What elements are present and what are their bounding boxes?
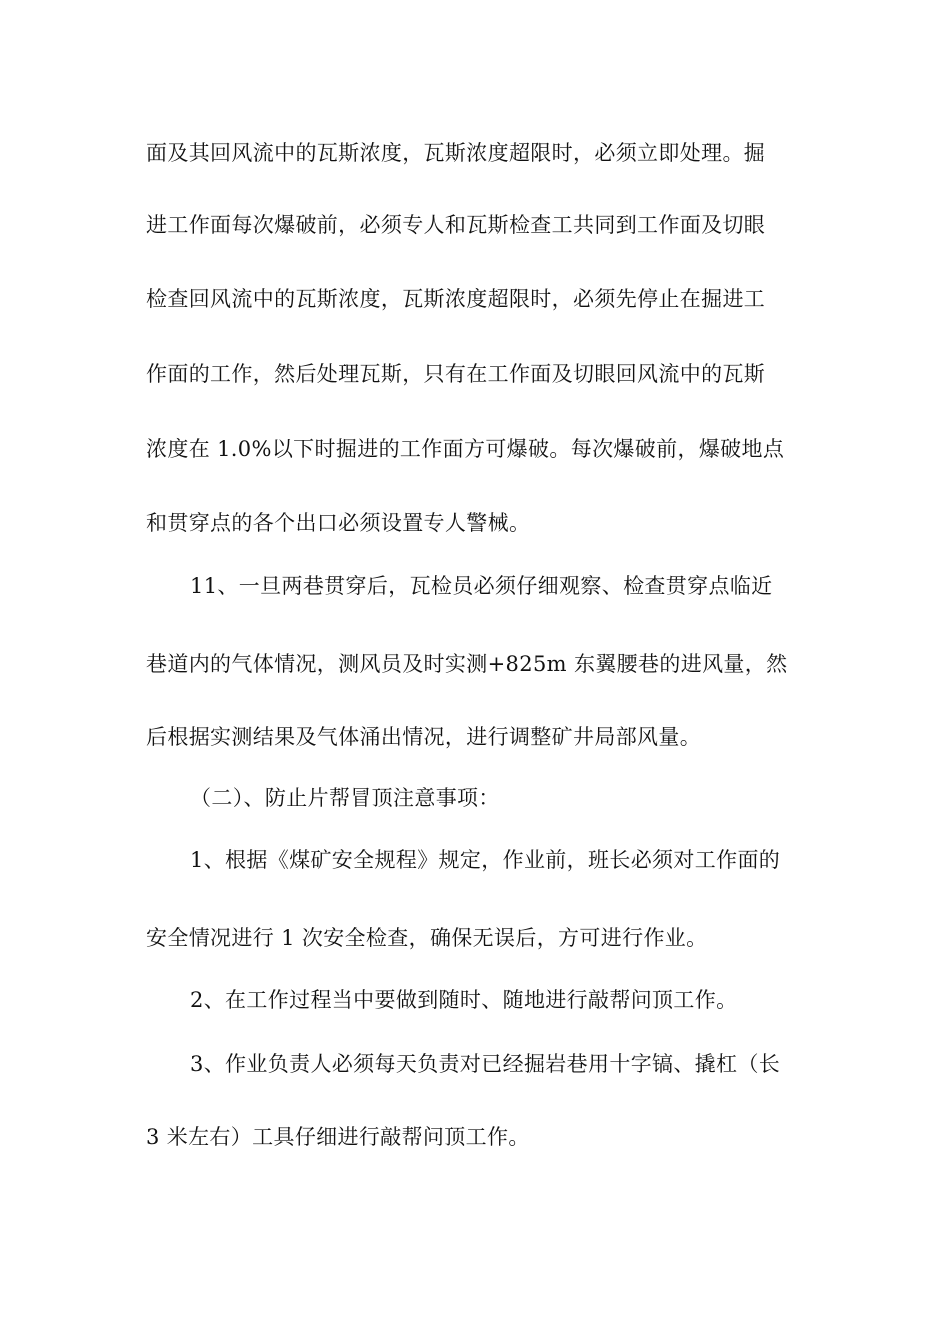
text-line bbox=[0, 133, 950, 173]
text-line bbox=[0, 980, 950, 1020]
text-line-content: 浓度在 1.0%以下时掘进的工作面方可爆破。每次爆破前，爆破地点 bbox=[146, 437, 785, 461]
text-line-content: 面及其回风流中的瓦斯浓度，瓦斯浓度超限时，必须立即处理。掘 bbox=[146, 141, 766, 165]
text-line-content: 和贯穿点的各个出口必须设置专人警械。 bbox=[146, 511, 531, 535]
text-line-content: 3、作业负责人必须每天负责对已经掘岩巷用十字镐、撬杠（长 bbox=[190, 1052, 781, 1076]
text-line-content: 11、一旦两巷贯穿后，瓦检员必须仔细观察、检查贯穿点临近 bbox=[190, 574, 773, 598]
text-line-content: 进工作面每次爆破前，必须专人和瓦斯检查工共同到工作面及切眼 bbox=[146, 213, 766, 237]
text-line bbox=[0, 429, 950, 469]
text-line bbox=[0, 566, 950, 606]
section-heading-text: （二）、防止片帮冒顶注意事项： bbox=[190, 786, 500, 810]
text-line-content: 1、根据《煤矿安全规程》规定，作业前，班长必须对工作面的 bbox=[190, 848, 781, 872]
text-line-content: 安全情况进行 1 次安全检查，确保无误后，方可进行作业。 bbox=[146, 926, 708, 950]
text-line bbox=[0, 354, 950, 394]
text-line-content: 3 米左右）工具仔细进行敲帮问顶工作。 bbox=[146, 1125, 530, 1149]
text-line bbox=[0, 205, 950, 245]
text-line bbox=[0, 644, 950, 684]
text-line bbox=[0, 1117, 950, 1157]
text-line-content: 检查回风流中的瓦斯浓度，瓦斯浓度超限时，必须先停止在掘进工 bbox=[146, 287, 766, 311]
text-line bbox=[0, 918, 950, 958]
text-line bbox=[0, 717, 950, 757]
text-line bbox=[0, 840, 950, 880]
text-line bbox=[0, 503, 950, 543]
text-line-content: 2、在工作过程当中要做到随时、随地进行敲帮问顶工作。 bbox=[190, 988, 738, 1012]
text-line-content: 作面的工作，然后处理瓦斯，只有在工作面及切眼回风流中的瓦斯 bbox=[146, 362, 766, 386]
text-line bbox=[0, 279, 950, 319]
section-heading bbox=[0, 778, 950, 818]
text-line-content: 后根据实测结果及气体涌出情况，进行调整矿井局部风量。 bbox=[146, 725, 702, 749]
text-line-content: 巷道内的气体情况，测风员及时实测+825m 东翼腰巷的进风量，然 bbox=[146, 652, 788, 676]
text-line bbox=[0, 1044, 950, 1084]
